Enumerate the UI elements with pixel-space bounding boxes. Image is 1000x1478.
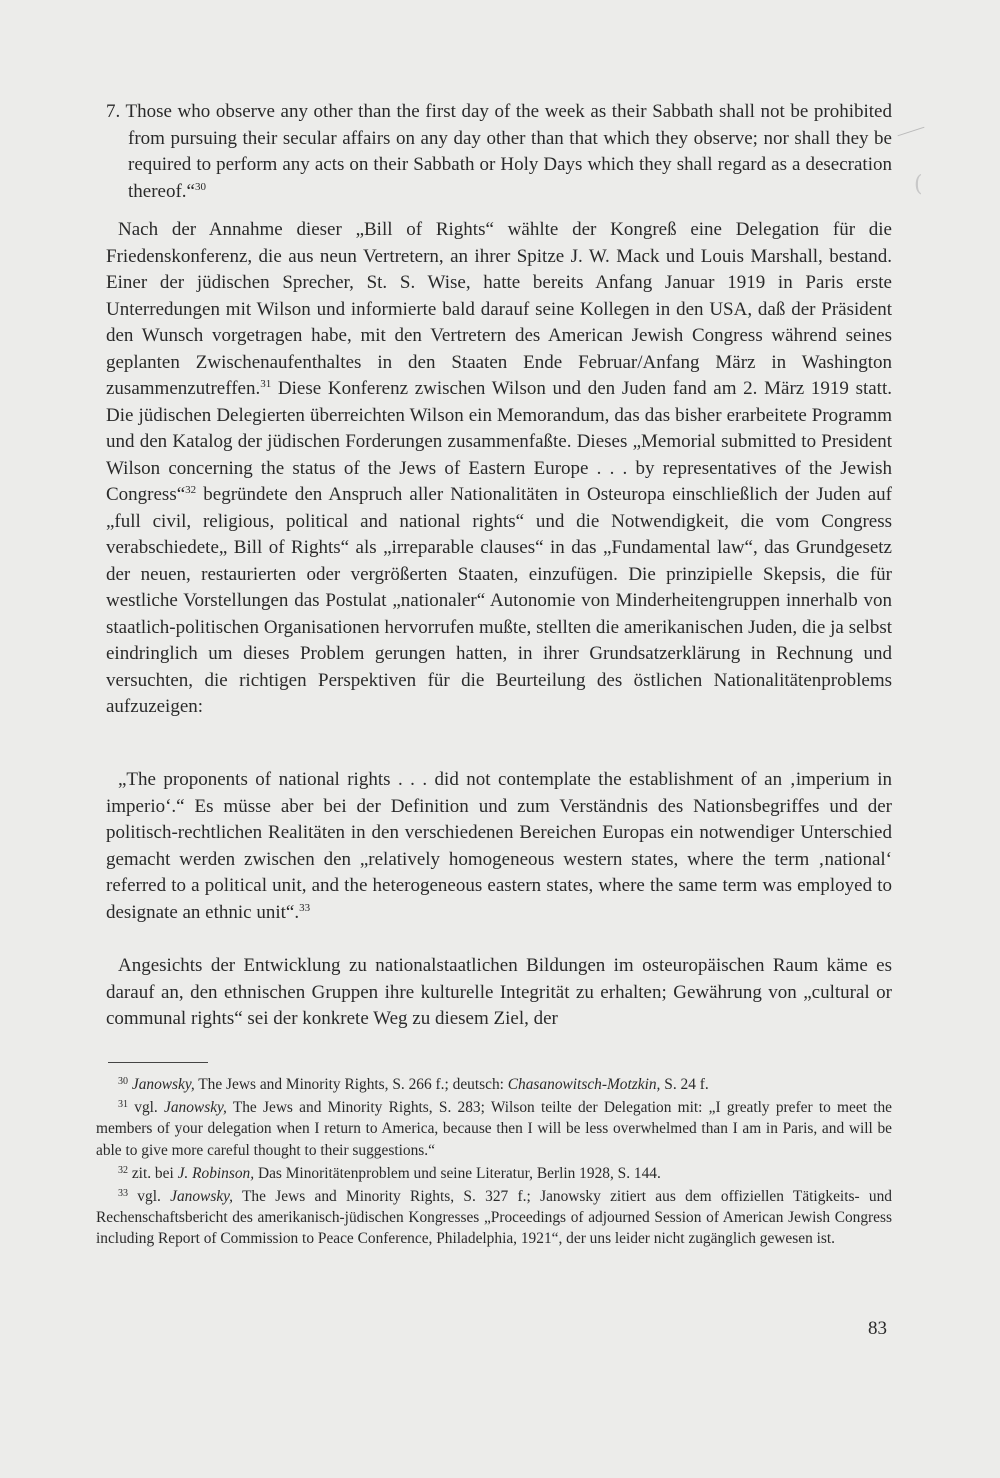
footnotes (96, 1074, 892, 1252)
footnote-text: zit. bei (128, 1164, 178, 1182)
footnote-author: Chasanowitsch-Motzkin, (507, 1076, 661, 1093)
page-number: 83 (868, 1318, 887, 1339)
quotation-text: „The proponents of national rights . . . did not contemplate the establishment of an ‚imperium in imperio‘.“ Es müsse aber bei der Definition und zum Verständnis des Nationsbegriffes und der politisch-rechtlichen Realitäten in den verschiedenen Bereichen Europas ein notwendiger Unterschied gemacht werden zwischen den „relatively homogeneous western states, where the term ‚national‘ referred to a political unit, and the heterogeneous eastern states, where the same term was employed to designate an ethnic unit“. (106, 769, 892, 923)
footnote-31 (96, 1097, 892, 1161)
footnote-ref-32: 32 (185, 484, 197, 496)
footnote-text: S. 24 f. (660, 1076, 709, 1093)
footnote-author: Janowsky, (170, 1188, 233, 1206)
footnote-text: vgl. (128, 1188, 171, 1206)
footnote-author: J. Robinson, (177, 1164, 255, 1182)
footnote-ref-31: 31 (260, 378, 272, 390)
footnote-30 (96, 1074, 892, 1095)
footnote-33 (96, 1186, 892, 1250)
margin-bracket-mark: ( (914, 172, 923, 197)
paragraph-text-2: Angesichts der Entwicklung zu nationalstaatlichen Bildungen im osteuropäischen Raum käme es darauf an, den ethnischen Gruppen ihre kulturelle Integrität zu erhalten; Gewährung von „cultural or communal rights“ sei der konkrete Weg zu diesem Ziel, der (106, 955, 892, 1029)
margin-pencil-mark (898, 127, 925, 137)
clause-number: 7. (106, 101, 121, 122)
footnote-author: Janowsky, (164, 1099, 227, 1117)
footnote-32 (96, 1163, 892, 1184)
footnote-text: The Jews and Minority Rights, S. 283; Wilson teilte der Delegation mit: „I greatly prefer to meet the members of your delegation when I return to America, because then I will be less overwhelmed than I am in Paris, and will be able to give more careful thought to their suggestions.“ (96, 1099, 893, 1159)
footnote-number: 32 (118, 1164, 128, 1176)
footnote-text: The Jews and Minority Rights, S. 266 f.; deutsch: (194, 1076, 508, 1093)
numbered-clause-7 (106, 99, 892, 205)
footnote-author: Janowsky, (131, 1076, 195, 1093)
footnote-number: 33 (118, 1188, 128, 1200)
paragraph-text-1c: begründete den Anspruch aller Nationalitäten in Osteuropa einschließlich der Juden auf „full civil, religious, political and national rights“ und die Notwendigkeit, die vom Congress verabschiedete„ Bill of Rights“ als „irreparable clauses“ in das „Fundamental law“, das Grundgesetz der neuen, restaurierten oder vergrößerten Staaten, einzufügen. Die prinzipielle Skepsis, die für westliche Vorstellungen das Postulat „nationaler“ Autonomie von Minderheitengruppen innerhalb von staatlich-politischen Organisationen hervorrufen mußte, stellten die amerikanischen Juden, die ja selbst eindringlich um dieses Problem gerungen hatten, in ihrer Grundsatzerklärung in Rechnung und versuchten, die richtigen Perspektiven für die Beurteilung des östlichen Nationalitätenproblems aufzuzeigen: (106, 484, 892, 717)
footnote-text: Das Minoritätenproblem und seine Literatur, Berlin 1928, S. 144. (254, 1164, 661, 1182)
paragraph-delegation (106, 217, 892, 721)
footnote-text: vgl. (128, 1099, 165, 1117)
clause-text: Those who observe any other than the first day of the week as their Sabbath shall not be prohibited from pursuing their secular affairs on any day other than that which they observe; nor shall they be required to perform any acts on their Sabbath or Holy Days which they shall regard as a desecration thereof.“ (125, 101, 892, 202)
paragraph-text-1a: Nach der Annahme dieser „Bill of Rights“ wählte der Kongreß eine Delegation für die Friedenskonferenz, die aus neun Vertretern, an ihrer Spitze J. W. Mack und Louis Marshall, bestand. Einer der jüdischen Sprecher, St. S. Wise, hatte bereits Anfang Januar 1919 in Paris erste Unterredungen mit Wilson und informierte bald darauf seine Kollegen in den USA, daß der Präsident den Wunsch vorgetragen habe, mit den Vertretern des American Jewish Congress während seines geplanten Zwischenaufenthaltes in den Staaten Ende Februar/Anfang März in Washington zusammenzutreffen. (106, 219, 892, 399)
footnote-text: The Jews and Minority Rights, S. 327 f.; Janowsky zitiert aus dem offiziellen Tätigkeits- und Rechenschaftsbericht des amerikanisch-jüdischen Kongresses „Proceedings of adjourned Session of American Jewish Congress including Report of Commission to Peace Conference, Philadelphia, 1921“, der uns leider nicht zugänglich gewesen ist. (96, 1188, 892, 1248)
paragraph-cultural-rights (106, 953, 892, 1033)
footnote-number: 31 (118, 1099, 128, 1111)
paragraph-text-1b: Diese Konferenz zwischen Wilson und den Juden fand am 2. März 1919 statt. Die jüdischen Delegierten überreichten Wilson ein Memorandum, das das bisher erarbeitete Programm und den Katalog der jüdischen Forderungen zusammenfaßte. Dieses „Memorial submitted to President Wilson concerning the status of the Jews of Eastern Europe . . . by representatives of the Jewish Congress“ (106, 378, 892, 505)
footnote-number: 30 (118, 1076, 128, 1087)
paragraph-quotation (106, 767, 892, 926)
footnote-ref-33: 33 (299, 901, 311, 914)
footnote-ref-30: 30 (194, 180, 206, 193)
footnote-divider (108, 1062, 208, 1063)
